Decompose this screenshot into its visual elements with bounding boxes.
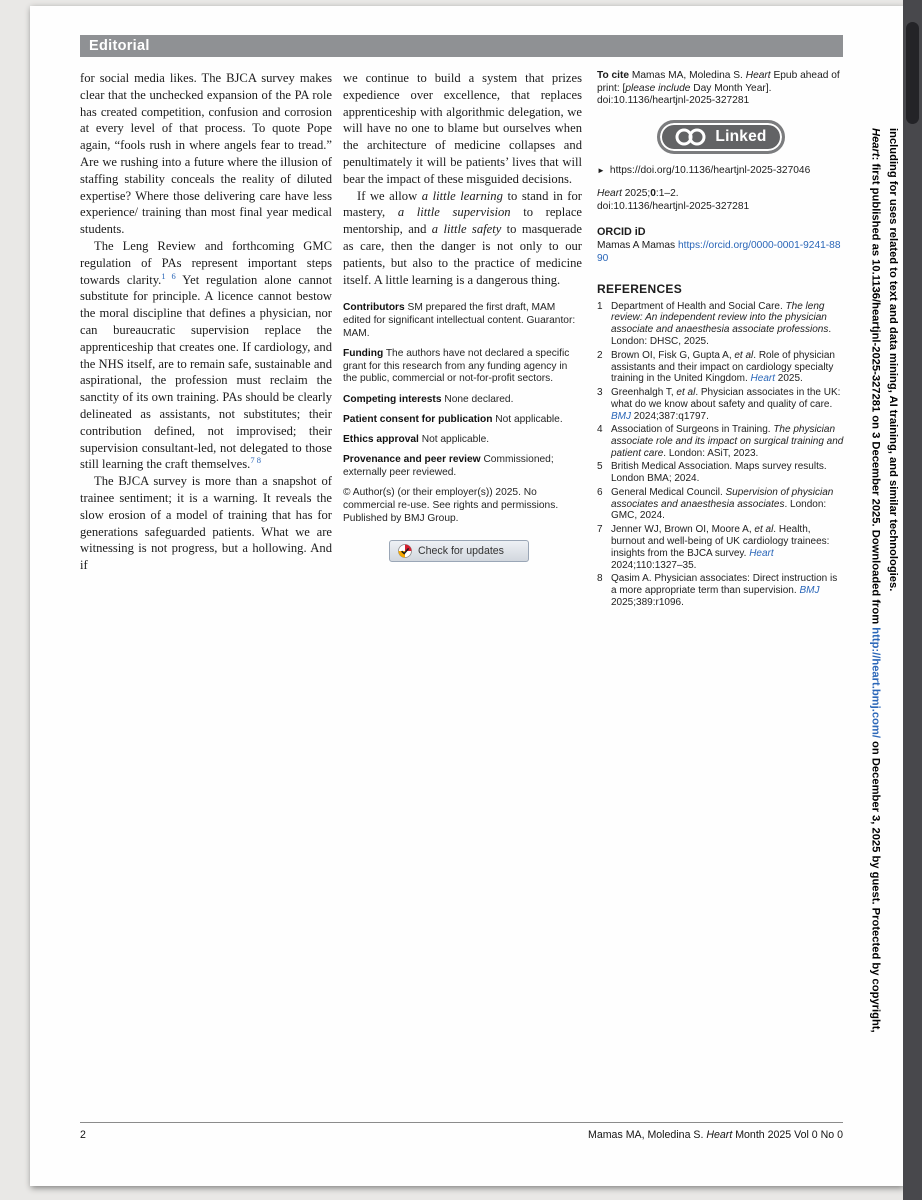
orcid-line: Mamas A Mamas https://orcid.org/0000-0001-9241-8890	[597, 240, 841, 264]
reference-text: Qasim A. Physician associates: Direct instruction is a more appropriate term than supervision. BMJ 2025;389:r1096.	[611, 572, 838, 608]
footer-citation: Mamas MA, Moledina S. Heart Month 2025 Vol 0 No 0	[588, 1129, 843, 1141]
scrollbar-track[interactable]	[903, 0, 922, 1200]
reference-number: 1	[597, 300, 603, 312]
contributors-note: Contributors SM prepared the first draft, MAM edited for significant intellectual content. Guarantor: MAM.	[343, 302, 576, 339]
reference-text: General Medical Council. Supervision of physician associates and anaesthesia associates. London: GMC, 2024.	[611, 486, 834, 522]
inline-link[interactable]: Heart	[749, 547, 774, 559]
citation-superscript[interactable]: 7 8	[250, 455, 261, 466]
linked-doi-link[interactable]: https://doi.org/10.1136/heartjnl-2025-327046	[609, 165, 811, 177]
doi-line: doi:10.1136/heartjnl-2025-327281	[597, 201, 750, 213]
reference-text: Jenner WJ, Brown OI, Moore A, et al. Health, burnout and well-being of UK cardiology trainees: insights from the BJCA survey. Heart 2024;110:1327–35.	[611, 523, 830, 571]
linked-doi-line	[597, 164, 844, 177]
scrollbar-thumb[interactable]	[906, 22, 919, 124]
reference-item	[597, 573, 844, 609]
triangle-marker-icon: ►	[597, 166, 605, 176]
references-heading: REFERENCES	[597, 281, 683, 296]
article-notes	[343, 302, 582, 525]
linked-badge-label: Linked	[715, 128, 767, 146]
funding-note: Funding The authors have not declared a specific grant for this research from any funding agency in the public, commercial or not-for-profit sectors.	[343, 347, 570, 385]
copyright-note: © Author(s) (or their employer(s)) 2025. No commercial re-use. See rights and permissions. Published by BMJ Group.	[343, 487, 559, 524]
reference-item	[597, 387, 844, 423]
inline-link[interactable]: Heart	[750, 373, 775, 385]
reference-text: Brown OI, Fisk G, Gupta A, et al. Role of physician assistants and their impact on cardiology specialty training in the United Kingdom. Heart 2025.	[611, 349, 835, 385]
reference-number: 4	[597, 424, 603, 436]
column-3	[597, 70, 844, 610]
inline-link[interactable]: BMJ	[799, 584, 820, 596]
check-for-updates-button[interactable]	[389, 540, 529, 562]
reference-text: Greenhalgh T, et al. Physician associates in the UK: what do we know about safety and quality of care. BMJ 2024;387:q1797.	[611, 386, 841, 422]
reference-text: Association of Surgeons in Training. The physician associate role and its impact on surgical training and patient care. London: ASiT, 2023.	[611, 424, 844, 459]
reference-number: 7	[597, 523, 603, 535]
copyright-sidebar-text: Heart: first published as 10.1136/heartjnl-2025-327281 on 3 December 2025. Downloaded from http://heart.bmj.com/ on December 3, 2025 by guest. Protected by copyright, including for uses related to text and data mining, AI training, and similar technologies.	[869, 128, 899, 1033]
reference-text: Department of Health and Social Care. The leng review: An independent review into the physician associate and anaesthesia associate professions. London: DHSC, 2025.	[611, 300, 832, 348]
reference-number: 2	[597, 349, 603, 361]
page-footer	[80, 1122, 843, 1141]
body-paragraph: The BJCA survey is more than a snapshot of trainee sentiment; it is a warning. It reveals the slow erosion of a model of training that has for generations safeguarded patients. What we are witnessing is not progress, but a hollowing. And if	[80, 474, 332, 573]
reference-item	[597, 461, 844, 485]
reference-number: 5	[597, 461, 603, 473]
reference-item	[597, 301, 844, 349]
editorial-banner	[80, 35, 843, 57]
inline-link[interactable]: https://orcid.org/0000-0001-9241-8890	[597, 240, 841, 264]
check-for-updates-label: Check for updates	[418, 545, 504, 558]
linked-rings-icon	[674, 127, 708, 147]
reference-text: British Medical Association. Maps survey results. London BMA; 2024.	[611, 461, 827, 485]
column-1	[80, 70, 332, 574]
references-list	[597, 301, 844, 609]
provenance-note: Provenance and peer review Commissioned; externally peer reviewed.	[343, 454, 554, 478]
competing-interests-note: Competing interests None declared.	[343, 393, 514, 405]
inline-link[interactable]: http://heart.bmj.com/	[869, 627, 882, 738]
inline-link[interactable]: BMJ	[611, 410, 631, 422]
reference-item	[597, 350, 844, 386]
to-cite-block: To cite Mamas MA, Moledina S. Heart Epub ahead of print: [please include Day Month Year]. doi:10.1136/heartjnl-2025-327281	[597, 70, 840, 107]
journal-page	[30, 6, 903, 1186]
body-paragraph: for social media likes. The BJCA survey makes clear that the unchecked expansion of the PA role has created competition, confusion and corrosion at every level of that process. To quote Pope again, “fools rush in where angels fear to tread.” Are we rushing into a future where the illusion of staffing stability conceals the reality of diluted expertise? Where those delivering care have less experience/ training than most final year medical students.	[80, 71, 332, 237]
column-2	[343, 70, 582, 562]
reference-number: 6	[597, 486, 603, 498]
body-paragraph: The Leng Review and forthcoming GMC regulation of PAs represent important steps towards clarity.$^{1 6}$ Yet regulation alone cannot substitute for principle. A licence cannot bestow the moral discipline that defines a physician, nor can bureaucratic supervision replace the apprenticeship that creates one. If cardiology, and the NHS itself, are to remain safe, sustainable and aspirational, the profession must reclaim the sanctity of its own training. PAs should be clearly delineated as assistants, not substitutes; their contribution defined, not improvised; their supervision consultant-led, not delegated to those still learning the craft themselves.$^{7 8}$	[80, 238, 333, 472]
orcid-heading: ORCID iD	[597, 226, 646, 239]
linked-badge[interactable]	[657, 120, 785, 154]
patient-consent-note: Patient consent for publication Not applicable.	[343, 413, 563, 425]
body-paragraph: we continue to build a system that prizes expedience over excellence, that replaces apprenticeship with algorithmic delegation, we will have no one to blame but ourselves when the architecture of medicine collapses and penultimately it will be patients’ lives that will bear the impact of these misguided decisions.	[343, 71, 582, 186]
reference-number: 8	[597, 572, 603, 584]
reference-item	[597, 487, 844, 523]
reference-item	[597, 424, 844, 460]
ethics-approval-note: Ethics approval Not applicable.	[343, 433, 490, 445]
banner-label: Editorial	[89, 38, 150, 54]
crossmark-icon	[398, 544, 412, 558]
reference-number: 3	[597, 386, 603, 398]
citation-superscript[interactable]: 1 6	[161, 270, 176, 281]
page-number: 2	[80, 1129, 86, 1141]
body-paragraph: If we allow a little learning to stand in for mastery, a little supervision to replace mentorship, and a little safety to masquerade as care, then the danger is not only to our patients, but also to the practice of medicine itself. A little learning is a dangerous thing.	[343, 188, 582, 287]
reference-item	[597, 524, 844, 572]
journal-citation-line: Heart 2025;0:1–2.	[597, 188, 679, 200]
